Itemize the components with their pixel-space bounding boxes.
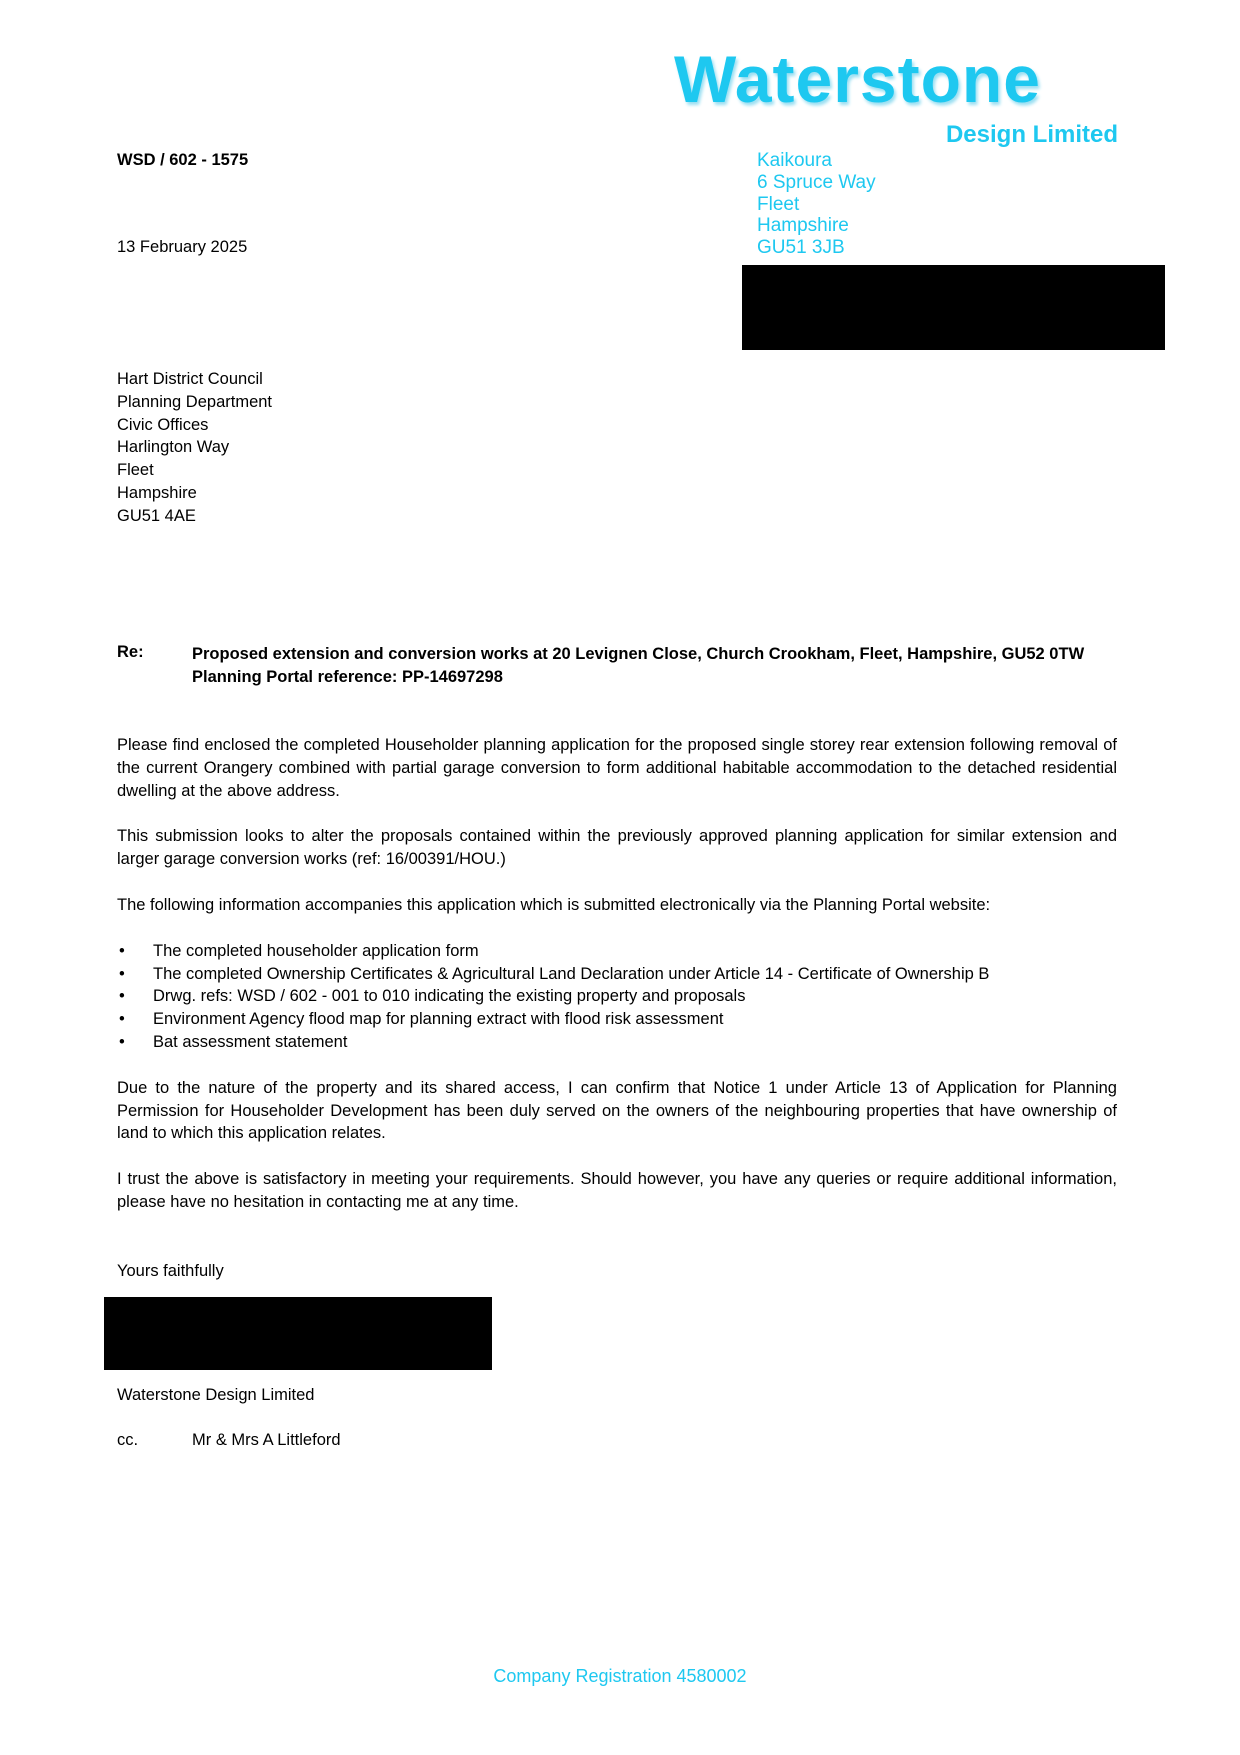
signatory-company: Waterstone Design Limited bbox=[117, 1386, 315, 1404]
list-item-text: Bat assessment statement bbox=[153, 1032, 348, 1051]
recipient-address-line: Hart District Council bbox=[117, 370, 263, 388]
company-logo-subtitle: Design Limited bbox=[945, 121, 1118, 148]
sender-address-line: 6 Spruce Way bbox=[757, 171, 876, 193]
subject-heading bbox=[192, 643, 1084, 689]
enclosures-list bbox=[117, 940, 1117, 1054]
recipient-address bbox=[117, 368, 272, 528]
company-logo-wordmark: Waterstone bbox=[674, 42, 1041, 116]
subject-label: Re: bbox=[117, 643, 144, 661]
list-item bbox=[117, 1008, 1117, 1031]
sender-address-line: Kaikoura bbox=[757, 150, 832, 171]
cc-recipient: Mr & Mrs A Littleford bbox=[192, 1431, 341, 1449]
company-registration-footer: Company Registration 4580002 bbox=[493, 1666, 747, 1686]
subject-portal-reference: Planning Portal reference: PP-14697298 bbox=[192, 667, 503, 686]
cc-label: cc. bbox=[117, 1431, 139, 1449]
list-item bbox=[117, 940, 1117, 963]
letter-date: 13 February 2025 bbox=[117, 238, 248, 256]
recipient-address-line: Harlington Way bbox=[117, 438, 230, 457]
bullet-icon: • bbox=[119, 964, 125, 983]
list-item-text: The completed Ownership Certificates & Agricultural Land Declaration under Article 14 - Certificate of Ownership B bbox=[153, 964, 990, 983]
body-paragraph: I trust the above is satisfactory in meeting your requirements. Should however, you have any queries or require additional information, please have no hesitation in contacting me at any time. bbox=[117, 1170, 1117, 1211]
letter-reference: WSD / 602 - 1575 bbox=[117, 151, 249, 169]
sender-address-line: Fleet bbox=[757, 193, 800, 215]
recipient-address-line: Planning Department bbox=[117, 392, 273, 411]
recipient-address-line: Civic Offices bbox=[117, 415, 209, 434]
body-paragraph: The following information accompanies this application which is submitted electronically via the Planning Portal website: bbox=[117, 895, 991, 914]
bullet-icon: • bbox=[119, 1032, 125, 1051]
body-paragraph: Due to the nature of the property and its shared access, I can confirm that Notice 1 under Article 13 of Application for Planning Permission for Householder Development has been duly served on the owners of the neighbouring properties that have ownership of land to which this application relates. bbox=[117, 1078, 1117, 1143]
subject-line: Proposed extension and conversion works at 20 Levignen Close, Church Crookham, Fleet, Hampshire, GU52 0TW bbox=[192, 645, 1085, 663]
sender-address-line: GU51 3JB bbox=[757, 237, 845, 259]
bullet-icon: • bbox=[119, 987, 125, 1006]
list-item bbox=[117, 985, 1117, 1008]
sender-address bbox=[757, 150, 876, 259]
recipient-address-line: Fleet bbox=[117, 461, 154, 480]
recipient-address-line: Hampshire bbox=[117, 483, 197, 502]
list-item-text: Drwg. refs: WSD / 602 - 001 to 010 indicating the existing property and proposals bbox=[153, 987, 746, 1006]
body-paragraph: This submission looks to alter the proposals contained within the previously approved planning application for similar extension and larger garage conversion works (ref: 16/00391/HOU.) bbox=[117, 827, 1117, 869]
letter-body bbox=[117, 734, 1117, 1237]
list-item-text: Environment Agency flood map for planning extract with flood risk assessment bbox=[153, 1010, 724, 1029]
bullet-icon: • bbox=[119, 941, 125, 960]
sender-address-line: Hampshire bbox=[757, 215, 849, 237]
list-item bbox=[117, 963, 1117, 986]
redacted-contact-block bbox=[742, 265, 1165, 350]
list-item bbox=[117, 1031, 1117, 1054]
bullet-icon: • bbox=[119, 1010, 125, 1029]
redacted-signature bbox=[104, 1297, 492, 1370]
body-paragraph: Please find enclosed the completed Householder planning application for the proposed single storey rear extension following removal of the current Orangery combined with partial garage conversion to form additional habitable accommodation to the detached residential dwelling at the above address. bbox=[117, 736, 1117, 800]
signoff: Yours faithfully bbox=[117, 1262, 224, 1280]
list-item-text: The completed householder application form bbox=[153, 941, 479, 960]
recipient-address-line: GU51 4AE bbox=[117, 506, 196, 525]
